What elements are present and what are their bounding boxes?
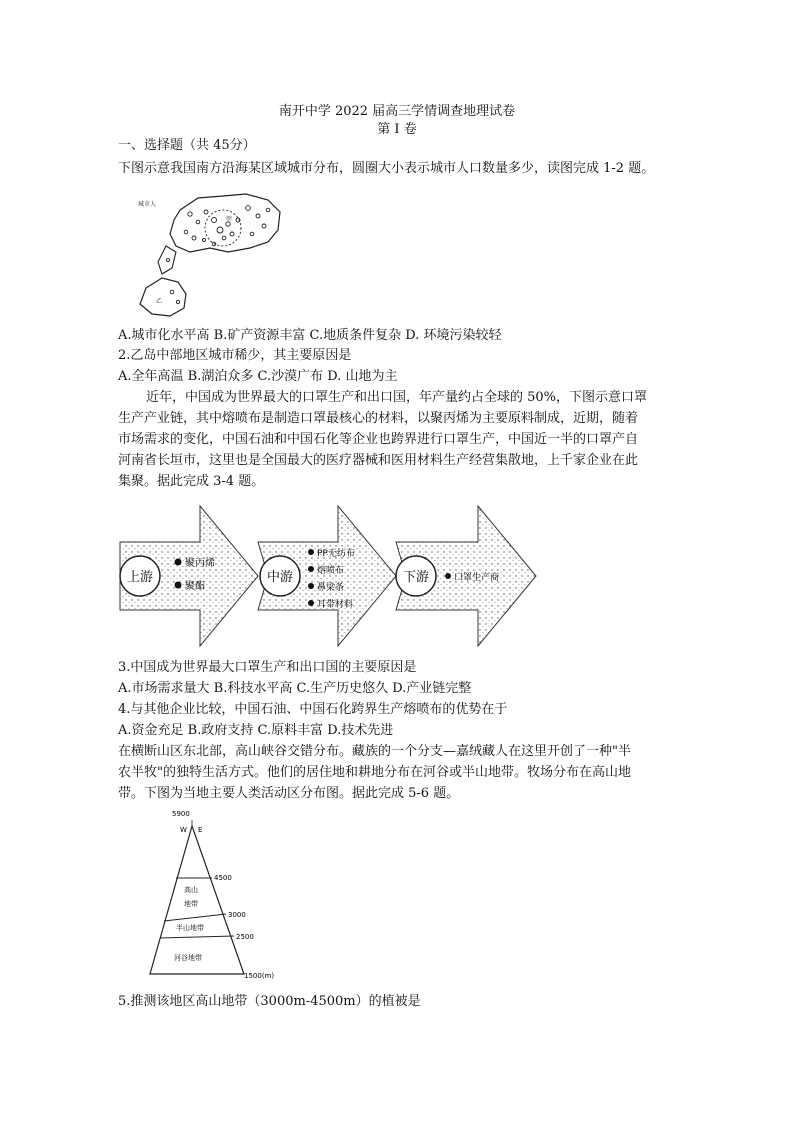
zone-valley: 河谷地带 xyxy=(174,954,202,962)
mask-industry-chain xyxy=(118,502,538,652)
peninsula xyxy=(158,246,176,274)
downstream-item-1: 口罩生产商 xyxy=(454,573,500,583)
passage-mask-line-4: 河南省长垣市，这里也是全国最大的医疗器械和医用材料生产经营集散地，上千家企业在此 xyxy=(118,453,639,468)
upstream-arrow xyxy=(120,506,258,646)
midstream-label: 中游 xyxy=(266,570,294,585)
passage-hengduan-line-3: 带。下图为当地主要人类活动区分布图。据此完成 5-6 题。 xyxy=(118,786,460,801)
passage-mask-line-5: 集聚。据此完成 3-4 题。 xyxy=(118,474,265,489)
peak-elevation: 5900 xyxy=(172,810,190,818)
passage-hengduan-line-1: 在横断山区东北部，高山峡谷交错分布。藏族的一个分支—嘉绒藏人在这里开创了一种"半 xyxy=(118,744,631,759)
map-label-yi: 乙 xyxy=(156,298,163,305)
elev-3000: 3000 xyxy=(228,911,246,919)
map-label-jia: 甲 xyxy=(226,216,233,223)
downstream-label: 下游 xyxy=(402,570,430,585)
elev-2500: 2500 xyxy=(236,933,254,941)
east-label: E xyxy=(198,826,203,834)
upstream-item-1: 聚丙烯 xyxy=(185,558,215,569)
midstream-item-3: 鼻梁条 xyxy=(317,583,345,593)
upstream-label: 上游 xyxy=(126,570,154,585)
passage-hengduan-line-2: 农半牧"的独特生活方式。他们的居住地和耕地分布在河谷或半山地带。牧场分布在高山地 xyxy=(118,765,631,780)
q4-options: A.资金充足 B.政府支持 C.原料丰富 D.技术先进 xyxy=(118,723,394,738)
midstream-item-4: 耳带材料 xyxy=(317,600,354,610)
elev-1500: 1500(m) xyxy=(244,972,275,980)
mountain-zone-diagram xyxy=(140,806,300,984)
west-label: W xyxy=(180,826,187,834)
line-3000 xyxy=(164,914,226,921)
city-distribution-map xyxy=(128,190,288,325)
midstream-arrow xyxy=(258,506,396,646)
exam-title: 南开中学 2022 届高三学情调查地理试卷 xyxy=(278,104,516,119)
volume-label: 第 I 卷 xyxy=(377,122,417,137)
q5-stem: 5.推测该地区高山地带（3000m-4500m）的植被是 xyxy=(118,994,421,1009)
urban-cluster-ring xyxy=(205,210,241,246)
intro-q1-2: 下图示意我国南方沿海某区域城市分布，圆圈大小表示城市人口数量多少，读图完成 1-2 题。 xyxy=(118,161,655,176)
passage-mask-line-3: 市场需求的变化，中国石油和中国石化等企业也跨界进行口罩生产，中国近一半的口罩产自 xyxy=(118,432,639,447)
section-heading: 一、选择题（共 45分） xyxy=(118,138,256,153)
upstream-item-2: 聚酯 xyxy=(185,581,205,592)
zone-high-line1: 高山 xyxy=(184,886,198,894)
downstream-arrow xyxy=(396,506,536,646)
passage-mask-line-1: 近年，中国成为世界最大的口罩生产和出口国，年产量约占全球的 50%，下图示意口罩 xyxy=(146,390,648,405)
midstream-item-1: PP无纺布 xyxy=(317,549,355,559)
q4-stem: 4.与其他企业比较，中国石油、中国石化跨界生产熔喷布的优势在于 xyxy=(118,702,508,717)
q1-options: A.城市化水平高 B.矿产资源丰富 C.地质条件复杂 D. 环境污染较轻 xyxy=(118,328,502,343)
q2-stem: 2.乙岛中部地区城市稀少，其主要原因是 xyxy=(118,348,352,363)
island-yi xyxy=(140,278,186,316)
midstream-item-2: 熔喷布 xyxy=(317,566,345,576)
passage-mask-line-2: 生产产业链，其中熔喷布是制造口罩最核心的材料，以聚丙烯为主要原料制成，近期，随着 xyxy=(118,411,639,426)
q3-stem: 3.中国成为世界最大口罩生产和出口国的主要原因是 xyxy=(118,660,417,675)
zone-high-line2: 地带 xyxy=(184,900,198,908)
q2-options: A.全年高温 B.湖泊众多 C.沙漠广布 D. 山地为主 xyxy=(118,369,398,384)
elev-4500: 4500 xyxy=(214,874,232,882)
mainland-coast xyxy=(170,194,280,252)
q3-options: A.市场需求量大 B.科技水平高 C.生产历史悠久 D.产业链完整 xyxy=(118,681,472,696)
zone-half-mountain: 半山地带 xyxy=(176,924,204,932)
line-2500 xyxy=(160,936,234,938)
map-legend: 城市人 xyxy=(138,201,157,208)
